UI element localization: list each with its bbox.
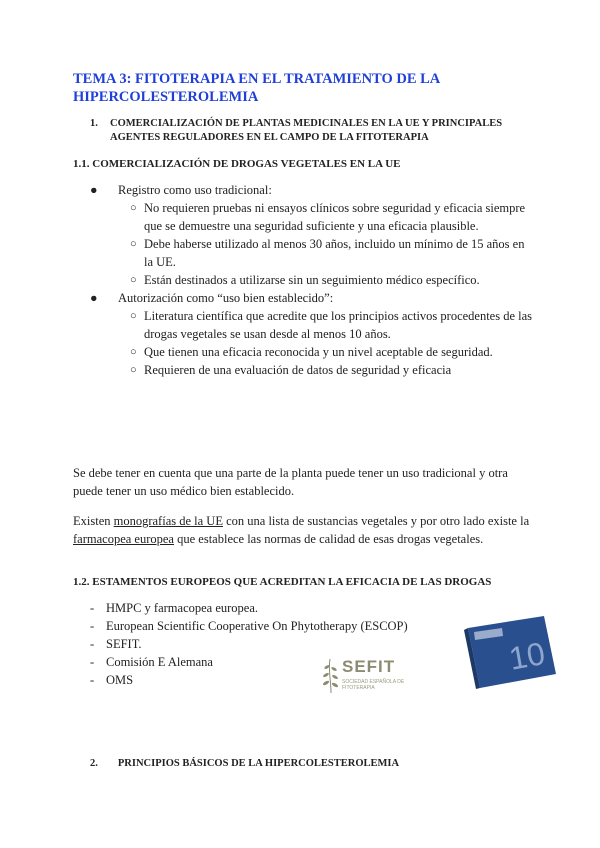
sub-list-item	[73, 271, 533, 289]
list-item-text: European Scientific Cooperative On Phytotherapy (ESCOP)	[106, 619, 408, 633]
list-item	[73, 635, 473, 653]
dash-bullet: -	[90, 655, 95, 669]
leaf-icon	[322, 655, 340, 695]
paragraph: Se debe tener en cuenta que una parte de la planta puede tener un uso tradicional y otra puede tener un uso médico bien establecido.	[73, 466, 508, 498]
list-item-label: Registro como uso tradicional:	[118, 183, 272, 197]
circle-bullet-icon: ○	[130, 274, 137, 286]
dash-bullet: -	[90, 619, 95, 633]
sefit-name: SEFIT	[342, 657, 396, 676]
paragraph-text: Existen	[73, 514, 114, 528]
subsection-1-2-heading: 1.2. ESTAMENTOS EUROPEOS QUE ACREDITAN LA EFICACIA DE LAS DROGAS	[73, 576, 492, 588]
section-1-text: COMERCIALIZACIÓN DE PLANTAS MEDICINALES EN LA UE Y PRINCIPALES AGENTES REGULADORES EN EL CAMPO DE LA FITOTERAPIA	[110, 118, 503, 143]
section-2-heading	[90, 758, 399, 769]
sub-list-item-text: No requieren pruebas ni ensayos clínicos sobre seguridad y eficacia siempre que se demuestre una seguridad suficiente y una eficacia plausible.	[144, 201, 526, 233]
subsection-1-1-heading: 1.1. COMERCIALIZACIÓN DE DROGAS VEGETALES EN LA UE	[73, 158, 401, 170]
list-item-text: OMS	[106, 673, 134, 687]
circle-bullet-icon: ○	[130, 364, 137, 376]
sub-list-item	[73, 343, 533, 361]
sub-list-item-text: Debe haberse utilizado al menos 30 años, incluido un mínimo de 15 años en la UE.	[144, 237, 525, 269]
sub-list-item-text: Están destinados a utilizarse sin un seguimiento médico específico.	[144, 273, 480, 287]
sub-list-item	[73, 199, 533, 235]
list-item-label: Autorización como “uso bien establecido”:	[118, 291, 334, 305]
sefit-logo	[322, 655, 432, 695]
list-item-text: SEFIT.	[106, 637, 142, 651]
list-item-text: HMPC y farmacopea europea.	[106, 601, 259, 615]
circle-bullet-icon: ○	[130, 238, 137, 250]
dash-bullet: -	[90, 637, 95, 651]
paragraph-text: con una lista de sustancias vegetales y por otro lado existe la	[222, 514, 530, 528]
section-1-heading	[90, 117, 530, 145]
monografias-link: monografías de la UE	[113, 514, 223, 528]
section-2-number: 2.	[90, 758, 98, 769]
circle-bullet-icon: ○	[130, 310, 137, 322]
list-item	[73, 617, 473, 635]
bullet-icon: ●	[90, 183, 98, 197]
sub-list-item-text: Requieren de una evaluación de datos de seguridad y eficacia	[144, 363, 452, 377]
bullet-list	[73, 181, 533, 379]
bullet-icon: ●	[90, 291, 98, 305]
dash-bullet: -	[90, 673, 95, 687]
circle-bullet-icon: ○	[130, 202, 137, 214]
sub-list-item	[73, 235, 533, 271]
section-2-text: PRINCIPIOS BÁSICOS DE LA HIPERCOLESTEROLEMIA	[117, 758, 400, 769]
section-1-number: 1.	[90, 118, 98, 129]
sub-list-item	[73, 307, 533, 343]
paragraph	[73, 512, 533, 548]
list-item-text: Comisión E Alemana	[106, 655, 213, 669]
book-number: 10	[506, 635, 548, 677]
sub-list-item	[73, 361, 533, 379]
sub-list-item-text: Literatura científica que acredite que los principios activos procedentes de las drogas vegetales se usan desde al menos 10 años.	[144, 309, 533, 341]
list-item	[73, 599, 473, 617]
list-item	[73, 181, 533, 199]
circle-bullet-icon: ○	[130, 346, 137, 358]
book-image	[462, 612, 558, 690]
list-item	[73, 289, 533, 307]
sefit-subtitle: SOCIEDAD ESPAÑOLA DE FITOTERAPIA	[342, 679, 405, 691]
dash-bullet: -	[90, 601, 95, 615]
sub-list-item-text: Que tienen una eficacia reconocida y un nivel aceptable de seguridad.	[144, 345, 493, 359]
farmacopea-link: farmacopea europea	[73, 532, 174, 546]
paragraph-text: que establece las normas de calidad de esas drogas vegetales.	[173, 532, 484, 546]
page-title: TEMA 3: FITOTERAPIA EN EL TRATAMIENTO DE LA HIPERCOLESTEROLEMIA	[73, 71, 440, 105]
